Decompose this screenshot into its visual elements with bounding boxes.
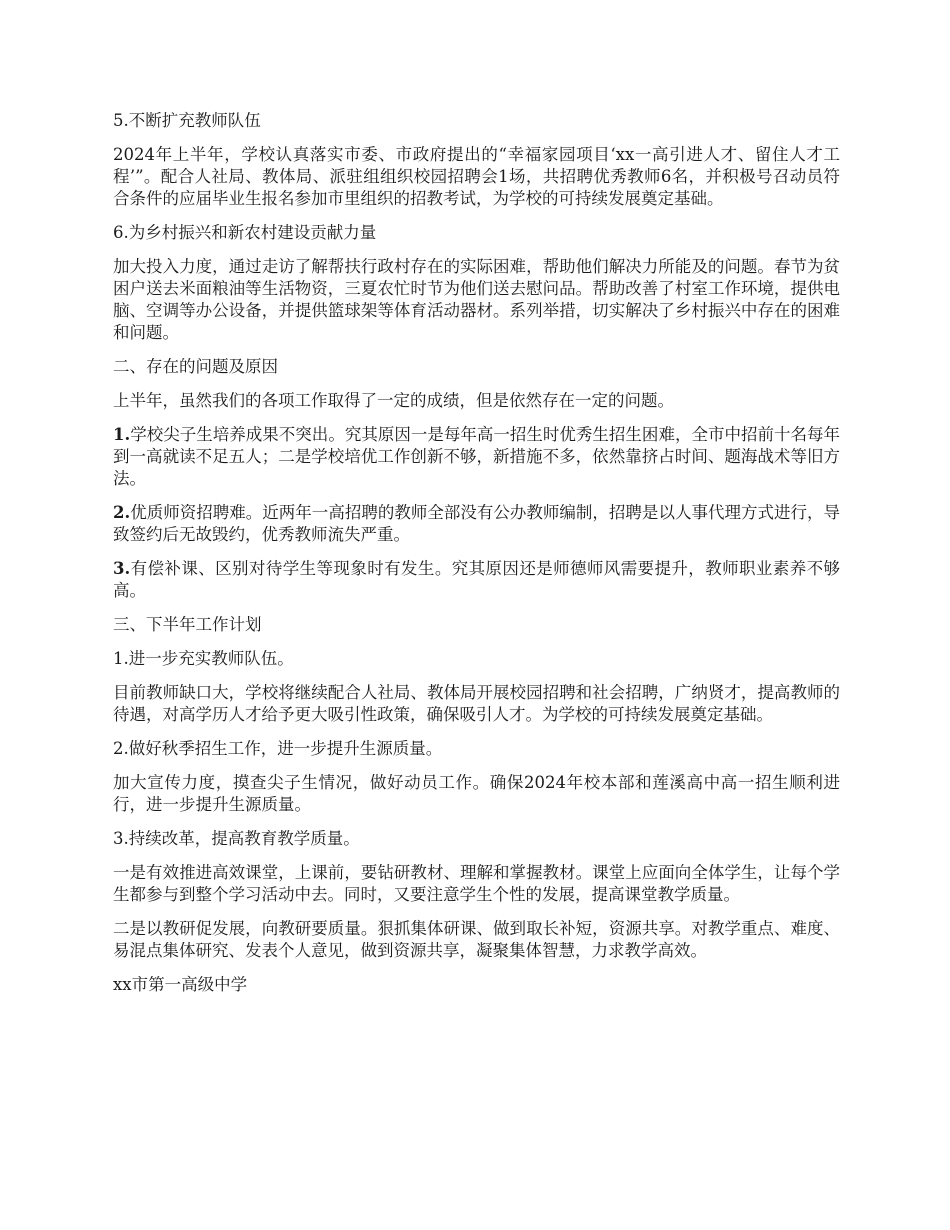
section-heading-problems: 二、存在的问题及原因 <box>113 357 278 376</box>
problem-item-3 <box>113 558 840 602</box>
problem-text: 优质师资招聘难。近两年一高招聘的教师全部没有公办教师编制，招聘是以人事代理方式进行，导致签约后无故毁约，优秀教师流失严重。 <box>113 503 840 544</box>
section-heading-rural-revitalization: 6.为乡村振兴和新农村建设贡献力量 <box>113 223 377 242</box>
plan-heading-reform: 3.持续改革，提高教育教学质量。 <box>113 829 360 848</box>
problem-number: 3. <box>113 559 131 578</box>
paragraph-talent-project: 2024年上半年，学校认真落实市委、市政府提出的“幸福家园项目‘xx一高引进人才、留住人才工程’”。配合人社局、教体局、派驻组组织校园招聘会1场，共招聘优秀教师6名，并积极号召动员符合条件的应届毕业生报名参加市里组织的招教考试，为学校的可持续发展奠定基础。 <box>113 145 840 208</box>
problem-item-2 <box>113 502 840 546</box>
plan-heading-teachers: 1.进一步充实教师队伍。 <box>113 649 294 668</box>
paragraph-plan-research: 二是以教研促发展，向教研要质量。狠抓集体研课、做到取长补短，资源共享。对教学重点、难度、易混点集体研究、发表个人意见，做到资源共享，凝聚集体智慧，力求教学高效。 <box>113 919 840 960</box>
problem-text: 有偿补课、区别对待学生等现象时有发生。究其原因还是师德师风需要提升，教师职业素养不够高。 <box>113 559 840 600</box>
document-page <box>113 110 840 1008</box>
section-heading-plan: 三、下半年工作计划 <box>113 615 262 634</box>
problem-item-1 <box>113 424 840 490</box>
problem-number: 1. <box>113 425 131 444</box>
paragraph-plan-enrollment: 加大宣传力度，摸查尖子生情况，做好动员工作。确保2024年校本部和莲溪高中高一招生顺利进行，进一步提升生源质量。 <box>113 773 840 814</box>
signature-school-name: xx市第一高级中学 <box>113 975 248 994</box>
paragraph-plan-classroom: 一是有效推进高效课堂，上课前，要钻研教材、理解和掌握教材。课堂上应面向全体学生，让每个学生都参与到整个学习活动中去。同时，又要注意学生个性的发展，提高课堂教学质量。 <box>113 863 840 904</box>
problem-text: 学校尖子生培养成果不突出。究其原因一是每年高一招生时优秀生招生困难，全市中招前十名每年到一高就读不足五人；二是学校培优工作创新不够，新措施不多，依然靠挤占时间、题海战术等旧方法。 <box>113 425 840 488</box>
problem-number: 2. <box>113 503 131 522</box>
paragraph-rural-support: 加大投入力度，通过走访了解帮扶行政村存在的实际困难，帮助他们解决力所能及的问题。春节为贫困户送去米面粮油等生活物资，三夏农忙时节为他们送去慰问品。帮助改善了村室工作环境，提供电脑、空调等办公设备，并提供篮球架等体育活动器材。系列举措，切实解决了乡村振兴中存在的困难和问题。 <box>113 257 840 342</box>
paragraph-plan-teachers: 目前教师缺口大，学校将继续配合人社局、教体局开展校园招聘和社会招聘，广纳贤才，提高教师的待遇，对高学历人才给予更大吸引性政策，确保吸引人才。为学校的可持续发展奠定基础。 <box>113 683 840 724</box>
paragraph-problems-intro: 上半年，虽然我们的各项工作取得了一定的成绩，但是依然存在一定的问题。 <box>113 391 674 410</box>
plan-heading-enrollment: 2.做好秋季招生工作，进一步提升生源质量。 <box>113 739 443 758</box>
section-heading-expand-teachers: 5.不断扩充教师队伍 <box>113 111 261 130</box>
